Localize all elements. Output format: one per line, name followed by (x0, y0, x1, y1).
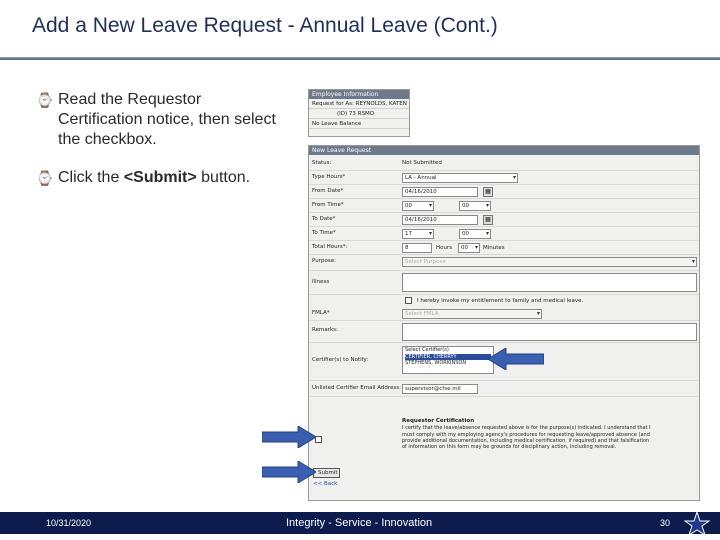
calendar-icon[interactable]: ▦ (483, 215, 493, 225)
total-hours-input[interactable]: 8 (402, 243, 432, 253)
fmla-select[interactable]: Select FMLA ▾ (402, 309, 542, 319)
email-input[interactable]: supervisor@cfse.mil (402, 384, 478, 394)
from-time-minute-select[interactable]: 00 ▾ (459, 201, 491, 211)
certification-checkbox[interactable] (315, 436, 322, 443)
footer-tagline: Integrity - Service - Innovation (286, 517, 433, 529)
email-row (309, 381, 699, 397)
new-leave-request-panel (308, 145, 700, 501)
employee-id-row: (ID) 73 RSMO (309, 109, 409, 119)
from-time-hour-select[interactable]: 00 ▾ (402, 201, 434, 211)
from-date-row (309, 185, 699, 199)
employee-info-header: Employee Information (309, 90, 409, 99)
instruction-bullet-2 (36, 168, 286, 188)
title-divider (0, 57, 720, 60)
star-logo-icon (684, 511, 710, 537)
fmla-invoke-row (309, 295, 699, 307)
hours-suffix: Hours (436, 245, 453, 251)
instruction-bullet-1 (36, 90, 286, 150)
instruction-text-1: Read the Requestor Certification notice, then select the checkbox. (58, 91, 276, 148)
back-link[interactable]: << Back (313, 481, 338, 487)
from-date-label: From Date* (312, 188, 344, 194)
illness-textarea[interactable] (402, 273, 697, 292)
submit-callout-arrow-icon (262, 461, 316, 483)
to-date-row (309, 213, 699, 227)
instruction-list (36, 90, 286, 206)
to-date-label: To Date* (312, 216, 336, 222)
employee-name-row: Request for As: REYNOLDS, KATEN (309, 99, 409, 109)
slide-title: Add a New Leave Request - Annual Leave (Cont.) (32, 14, 498, 37)
from-time-row (309, 199, 699, 213)
illness-label: Illness (312, 279, 330, 285)
total-hours-label: Total Hours*: (312, 244, 348, 250)
remarks-row (309, 321, 699, 343)
purpose-row (309, 255, 699, 271)
calendar-icon[interactable]: ▦ (483, 187, 493, 197)
fmla-row (309, 307, 699, 321)
page-number: 30 (660, 518, 671, 528)
instruction-text-2-pre: Click the (58, 169, 124, 186)
leave-balance-row: No Leave Balance (309, 119, 409, 129)
to-time-minute-select[interactable]: 00 ▾ (459, 229, 491, 239)
employee-info-panel (308, 89, 410, 137)
from-date-input[interactable]: 04/16/2010 (402, 187, 478, 197)
fmla-label: FMLA* (312, 310, 330, 316)
type-hours-select[interactable]: LA - Annual ▾ (402, 173, 518, 183)
bullet-clock-icon: ⌚ (36, 170, 54, 186)
certifier-callout-arrow-icon (488, 348, 544, 370)
minutes-suffix: Minutes (483, 245, 505, 251)
type-hours-row (309, 171, 699, 185)
remarks-textarea[interactable] (402, 323, 697, 341)
certifier-option[interactable]: Select Certifier(s) (405, 347, 449, 353)
certification-text: I certify that the leave/absence requested above is for the purpose(s) indicated. I understand that I must comply with my employing agency's procedures for requesting leave/approved absence (and provide additional documentation, including medical certification, if required) and that falsification of information on this form may be grounds for disciplinary action, including removal. (402, 425, 651, 451)
instruction-text-2-bold: <Submit> (123, 169, 197, 186)
certifier-option-selected[interactable]: CERTIFIER, CHERRYY (405, 354, 491, 361)
certifier-listbox[interactable] (402, 346, 494, 374)
total-minutes-select[interactable]: 00 ▾ (458, 243, 480, 253)
email-label: Unlisted Certifier Email Address: (312, 385, 402, 391)
requestor-certification (402, 418, 652, 450)
bullet-clock-icon: ⌚ (36, 92, 54, 108)
certifier-label: Certifier(s) to Notify: (312, 357, 369, 363)
instruction-text-2-post: button. (196, 169, 251, 186)
type-hours-label: Type Hours* (312, 174, 346, 180)
footer-date: 10/31/2020 (46, 518, 92, 528)
certifier-option[interactable]: STEPHENS, WORKINSON (405, 360, 467, 366)
purpose-label: Purpose: (312, 258, 336, 264)
remarks-label: Remarks: (312, 327, 338, 333)
certification-title: Requestor Certification (402, 418, 475, 424)
purpose-select[interactable]: Select Purpose ▾ (402, 257, 697, 267)
fmla-invoke-label: I hereby invoke my entitlement to family and medical leave. (417, 298, 584, 304)
status-row (309, 157, 699, 171)
to-time-label: To Time* (312, 230, 336, 236)
illness-row (309, 271, 699, 295)
submit-button[interactable]: Submit (313, 468, 340, 478)
status-label: Status: (312, 160, 332, 166)
checkbox-callout-arrow-icon (262, 426, 316, 448)
total-hours-row (309, 241, 699, 255)
fmla-invoke-checkbox[interactable] (405, 297, 412, 304)
new-leave-request-header: New Leave Request (309, 146, 699, 155)
to-time-row (309, 227, 699, 241)
to-time-hour-select[interactable]: 17 ▾ (402, 229, 434, 239)
from-time-label: From Time* (312, 202, 344, 208)
status-value: Not Submitted (402, 160, 442, 166)
to-date-input[interactable]: 04/16/2010 (402, 215, 478, 225)
